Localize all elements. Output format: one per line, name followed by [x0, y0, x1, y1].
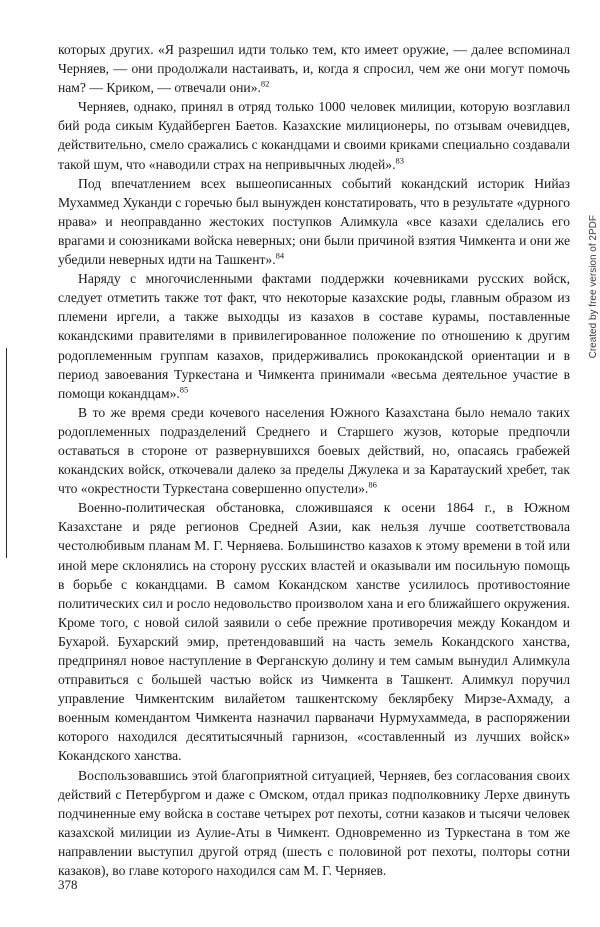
- footnote-ref: 84: [275, 250, 285, 261]
- paragraph-6: Военно-политическая обстановка, сложившаяся к осени 1864 г., в Южном Казахстане и ряде регионов Средней Азии, как нельзя лучше соответствовала честолюбивым планам М. Г. Черняева. Большинство казахов к этому времени в той или иной мере склонялись на сторону русских властей и оказывали им посильную помощь в борьбе с кокандцами. В самом Кокандском ханстве усилилось противостояние политических сил и росло недовольство произволом хана и его ближайшего окружения. Кроме того, с новой силой заявили о себе прежние противоречия между Кокандом и Бухарой. Бухарский эмир, претендовавший на часть земель Кокандского ханства, предпринял новое наступление в Ферганскую долину и тем самым вынудил Алимкула отправиться с большей частью войск из Чимкента в Ташкент. Алимкул поручил управление Чимкентским вилайетом ташкентскому беклярбеку Мирзе-Ахмаду, а военным комендантом Чимкента назначил парваначи Нурмухаммеда, в распоряжении которого находился десятитысячный гарнизон, «составленный из лучших войск» Кокандского ханства.: [58, 500, 570, 764]
- footnote-ref: 83: [395, 155, 404, 166]
- page-number: 378: [58, 877, 78, 892]
- paragraph-4: Наряду с многочисленными фактами поддержки кочевниками русских войск, следует отметить также тот факт, что некоторые казахские роды, главным образом из племени иргели, а также выходцы из казахов в составе курамы, поставленные кокандскими правителями в привилегированное положение по отношению к другим родоплеменным группам казахов, придерживались прококандской ориентации и в период завоевания Туркестана и Чимкента принимали «весьма деятельное участие в помощи кокандцам».$^{85}$: [58, 271, 570, 401]
- footnote-ref: 85: [179, 384, 189, 395]
- footnote-ref: 82: [260, 78, 270, 89]
- paragraph-7: Воспользовавшись этой благоприятной ситуацией, Черняев, без согласования своих действий с Петербургом и даже с Омском, отдал приказ подполковнику Лерхе двинуть подчиненные ему войска в составе четырех рот пехоты, сотни казаков и тысячи человек казахской милиции из Аулие-Аты в Чимкент. Одновременно из Туркестана в том же направлении выступил другой отряд (шесть с половиной рот пехоты, полторы сотни казаков), во главе которого находился сам М. Г. Черняев.: [58, 767, 570, 879]
- paragraph-5: В то же время среди кочевого населения Южного Казахстана было немало таких родоплеменных подразделений Среднего и Старшего жузов, которые предпочли оставаться в стороне от развернувшихся боевых действий, но, опасаясь грабежей кокандских войск, откочевали далеко за пределы Джулека и за Каратауский хребет, так что «окрестности Туркестана совершенно опустели».$^{86}$: [58, 404, 570, 497]
- paragraph-2: Черняев, однако, принял в отряд только 1000 человек милиции, которую возглавил бий рода сикым Кудайберген Баетов. Казахские милиционеры, по отзывам очевидцев, действительно, смело сражались с кокандцами и своими криками специально создавали такой шум, что «наводили страх на непривычных людей».$^{83}$: [58, 99, 570, 172]
- paragraph-1: которых других. «Я разрешил идти только тем, кто имеет оружие, — далее вспоминал Черняев, — они продолжали настаивать, и, когда я спросил, чем же они могут помочь нам? — Криком, — отвечали они».$^{82}$: [58, 42, 570, 96]
- watermark-text: Created by free version of 2PDF: [588, 215, 599, 359]
- footnote-ref: 86: [368, 479, 377, 490]
- page-body: [58, 40, 570, 880]
- paragraph-3: Под впечатлением всех вышеописанных событий кокандский историк Нийаз Мухаммед Хуканди с горечью был вынужден констатировать, что в результате «дурного нрава» и неоправданно жестоких поступков Алимкула «все казахи сделались его врагами и союзниками войска неверных; они были причиной взятия Чимкента и они же убедили неверных идти на Ташкент».$^{84}$: [58, 175, 570, 268]
- margin-rule: [6, 348, 7, 558]
